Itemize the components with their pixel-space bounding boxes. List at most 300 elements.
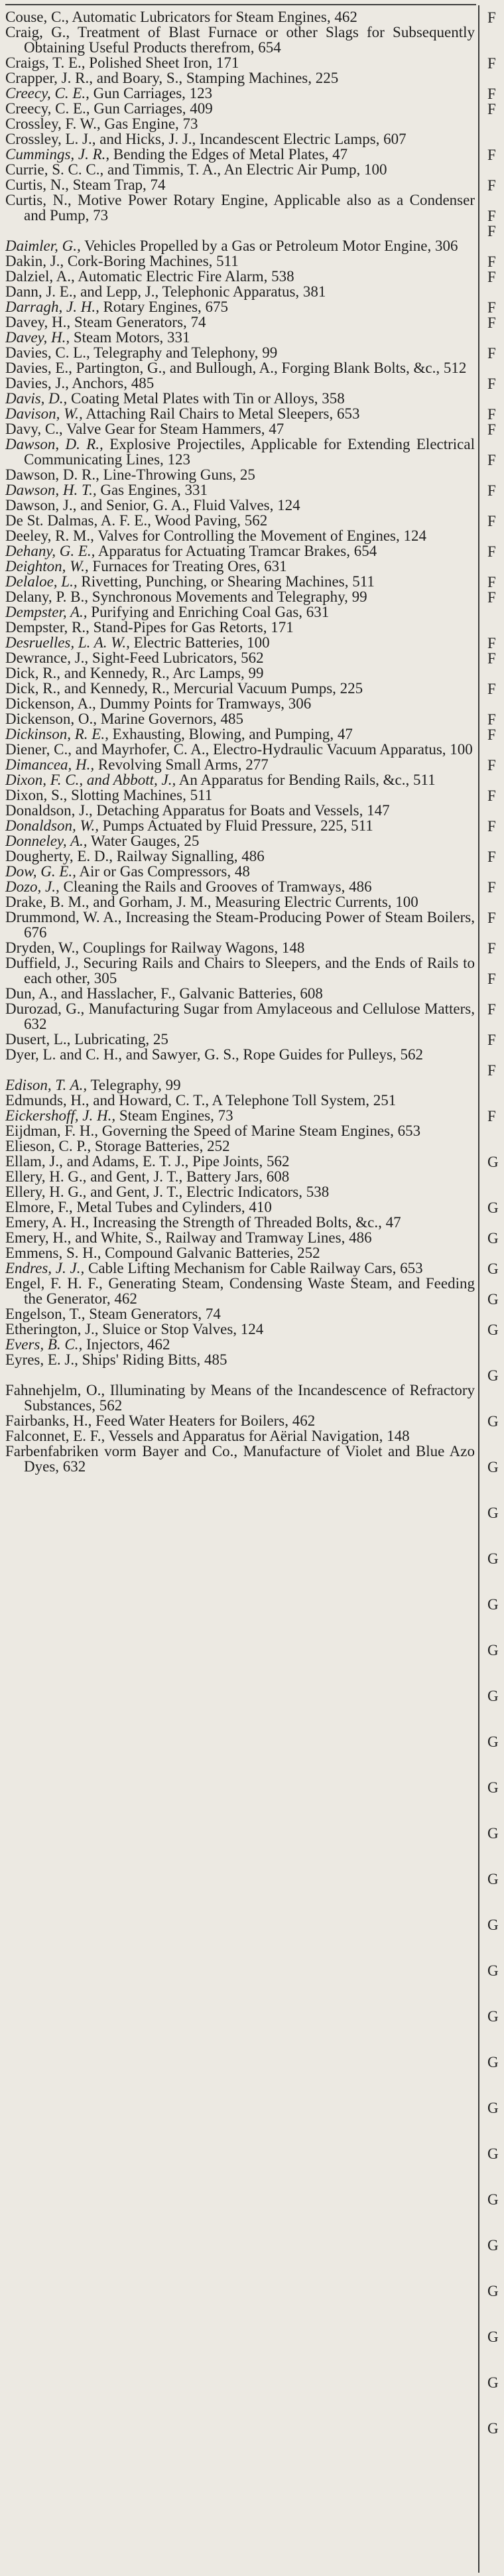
index-entry <box>5 787 475 803</box>
entry-name: Dewrance, J., <box>5 649 89 666</box>
entry-description: Gun Carriages, 123 <box>89 85 213 102</box>
entry-description: and White, S., Railway and Tramway Lines, 486 <box>71 1229 372 1246</box>
entry-description: and Howard, C. T., A Telephone Toll System, 251 <box>89 1092 397 1109</box>
index-entry <box>5 955 475 986</box>
index-entry <box>5 1444 475 1474</box>
adjacent-column-letter: G <box>487 2191 499 2208</box>
adjacent-column-letter: F <box>487 589 496 606</box>
entry-description: Telegraphy and Telephony, 99 <box>90 344 278 361</box>
adjacent-column-letter: F <box>487 787 496 804</box>
entry-name: Dempster, R., <box>5 619 90 636</box>
entry-name: Donaldson, J., <box>5 802 93 819</box>
index-entry <box>5 818 475 833</box>
adjacent-column-letter: F <box>487 86 496 102</box>
entry-description: and Lepp, J., Telephonic Apparatus, 381 <box>76 283 326 300</box>
entry-name: Dryden, W., <box>5 939 80 956</box>
index-entry <box>5 1199 475 1215</box>
index-entry <box>5 1413 475 1428</box>
index-entry <box>5 1322 475 1337</box>
entry-name: Delaloe, L., <box>5 573 78 590</box>
entry-description: and Gent, J. T., Electric Indicators, 538 <box>86 1184 330 1200</box>
adjacent-column-letter: F <box>487 910 496 926</box>
entry-name: Drake, B. M., <box>5 894 90 910</box>
index-entry <box>5 345 475 360</box>
adjacent-column-letter: F <box>487 726 496 743</box>
entry-description: Attaching Rail Chairs to Metal Sleepers, 653 <box>82 405 360 422</box>
entry-description: Valves for Controlling the Movement of Engines, 124 <box>94 527 426 544</box>
index-entry <box>5 284 475 299</box>
adjacent-column-letter: F <box>487 971 496 987</box>
entry-name: Dawson, H. T., <box>5 482 97 498</box>
entry-name: Dickinson, R. E., <box>5 726 109 742</box>
entry-description: Increasing the Steam-Producing Power of Steam Boilers, 676 <box>24 909 475 941</box>
index-entry <box>5 162 475 177</box>
entry-name: Endres, J. J., <box>5 1260 85 1276</box>
adjacent-column-letter: G <box>487 1550 499 1567</box>
entry-name: Curtis, N., <box>5 176 69 193</box>
entry-description: and Senior, G. A., Fluid Valves, 124 <box>76 497 300 513</box>
adjacent-column-letter: F <box>487 9 496 26</box>
entry-description: Steam Motors, 331 <box>70 329 190 346</box>
entry-name: Farbenfabriken vorm Bayer and Co., <box>5 1443 238 1459</box>
entry-name: Dawson, D. R., <box>5 436 103 452</box>
entry-name: Dawson, D. R., <box>5 466 99 483</box>
adjacent-column-letter: G <box>487 1871 499 1887</box>
adjacent-column-letter: F <box>487 818 496 835</box>
adjacent-column-letter: G <box>487 1413 499 1430</box>
entry-description: An Apparatus for Bending Rails, &c., 511 <box>176 772 436 788</box>
entry-name: De St. Dalmas, A. F. E., <box>5 512 151 529</box>
entry-description: Stand-Pipes for Gas Retorts, 171 <box>89 619 294 636</box>
entry-name: Dawson, J., <box>5 497 77 513</box>
adjacent-column-letter: G <box>487 2374 499 2391</box>
entry-name: Delany, P. B., <box>5 588 89 605</box>
entry-name: Davies, E., <box>5 360 72 376</box>
index-entry <box>5 9 475 25</box>
adjacent-column-letter: F <box>487 299 496 316</box>
entry-description: Steam Generators, 74 <box>85 1306 221 1322</box>
adjacent-column-letter: G <box>487 1825 499 1842</box>
entry-name: Falconnet, E. F., <box>5 1428 105 1444</box>
index-entry <box>5 894 475 910</box>
adjacent-column-letter: F <box>487 147 496 163</box>
entry-name: Dun, A., <box>5 985 57 1002</box>
adjacent-column-letter: F <box>487 513 496 529</box>
entry-name: Crossley, F. W., <box>5 115 101 132</box>
entry-description: Rivetting, Punching, or Shearing Machines, 511 <box>77 573 375 590</box>
entry-name: Currie, S. C. C., <box>5 161 104 178</box>
adjacent-column-letter: F <box>487 848 496 865</box>
entry-description: Purifying and Enriching Coal Gas, 631 <box>87 604 330 620</box>
entry-name: Cummings, J. R., <box>5 146 110 163</box>
entry-name: Ellery, H. G., <box>5 1168 87 1185</box>
index-entry <box>5 55 475 70</box>
entry-name: Dyer, L. <box>5 1046 56 1063</box>
adjacent-column-letter: G <box>487 1322 499 1338</box>
index-entry <box>5 1184 475 1199</box>
index-entry <box>5 879 475 894</box>
index-entry <box>5 528 475 543</box>
entry-description: Rotary Engines, 675 <box>99 299 229 315</box>
entry-description: Apparatus for Actuating Tramcar Brakes, 654 <box>95 543 377 559</box>
entry-name: Ellam, J., <box>5 1153 63 1170</box>
entry-name: Dozo, J., <box>5 878 60 895</box>
entry-description: Furnaces for Treating Ores, 631 <box>88 558 287 575</box>
entry-description: Steam Engines, 73 <box>115 1107 233 1124</box>
entry-description: Storage Batteries, 252 <box>91 1138 230 1154</box>
entry-description: Revolving Small Arms, 277 <box>94 756 269 773</box>
entry-name: Dickenson, A., <box>5 695 96 712</box>
index-entry <box>5 238 475 253</box>
entry-name: Craigs, T. E., <box>5 54 86 71</box>
index-entry <box>5 696 475 711</box>
entry-name: Dickenson, O., <box>5 711 97 727</box>
index-entry <box>5 910 475 940</box>
adjacent-column-letter: G <box>487 1367 499 1384</box>
entry-description: Automatic Electric Fire Alarm, 538 <box>74 268 294 285</box>
column-divider <box>478 5 479 2573</box>
adjacent-column-letter: F <box>487 1108 496 1124</box>
index-entry <box>5 498 475 513</box>
entry-name: Davison, W., <box>5 405 83 422</box>
entry-name: Donneley, A., <box>5 833 88 849</box>
entry-description: Manufacture of Violet and Blue Azo Dyes, 632 <box>24 1443 475 1475</box>
entry-name: Emery, H., <box>5 1229 72 1246</box>
adjacent-column-letter: F <box>487 650 496 667</box>
index-entry <box>5 757 475 772</box>
index-entry <box>5 299 475 314</box>
entry-description: and Adams, E. T. J., Pipe Joints, 562 <box>62 1153 290 1170</box>
adjacent-column-letter: G <box>487 1505 499 1521</box>
entry-description: Line-Throwing Guns, 25 <box>99 466 255 483</box>
index-entry <box>5 116 475 131</box>
entry-description: Vehicles Propelled by a Gas or Petroleum Motor Engine, 306 <box>80 237 458 254</box>
entry-description: Polished Sheet Iron, 171 <box>85 54 239 71</box>
entry-name: Curtis, N., <box>5 192 72 208</box>
adjacent-column-letter: F <box>487 635 496 651</box>
adjacent-column-letter: F <box>487 101 496 117</box>
entry-description: Sluice or Stop Valves, 124 <box>98 1321 264 1337</box>
top-rule <box>5 4 476 5</box>
entry-description: Metal Tubes and Cylinders, 410 <box>72 1199 272 1215</box>
entry-description: Manufacturing Sugar from Amylaceous and Cellulose Matters, 632 <box>24 1000 475 1032</box>
adjacent-column-letter: G <box>487 1917 499 1933</box>
adjacent-column-letter: F <box>487 177 496 194</box>
entry-name: Deeley, R. M., <box>5 527 94 544</box>
entry-description: Railway Signalling, 486 <box>113 848 265 864</box>
index-entry <box>5 314 475 330</box>
entry-description: Injectors, 462 <box>82 1336 170 1353</box>
index-entry <box>5 1260 475 1276</box>
entry-description: Partington, G., and Bullough, A., Forging Blank Bolts, &c., 512 <box>72 360 467 376</box>
adjacent-column-letter: G <box>487 1199 499 1216</box>
entry-name: Dalziel, A., <box>5 268 75 285</box>
index-entry <box>5 1108 475 1123</box>
entry-description: Treatment of Blast Furnace or other Slags for Subsequently Obtaining Useful Products therefrom, 654 <box>24 24 475 56</box>
entry-name: Desruelles, L. A. W., <box>5 634 130 651</box>
adjacent-column-letter: G <box>487 1154 499 1170</box>
adjacent-column-letter: G <box>487 1596 499 1613</box>
index-entry <box>5 1077 475 1093</box>
adjacent-column-letter: G <box>487 2420 499 2437</box>
entry-description: Feed Water Heaters for Boilers, 462 <box>92 1412 316 1429</box>
adjacent-column-letter: F <box>487 269 496 285</box>
entry-description: Marine Governors, 485 <box>96 711 243 727</box>
adjacent-column-letter: G <box>487 1260 499 1277</box>
index-entry <box>5 1245 475 1260</box>
adjacent-column-letter: F <box>487 375 496 392</box>
index-entry <box>5 1306 475 1322</box>
adjacent-column-letter: F <box>487 482 496 499</box>
entry-name: Creecy, C. E., <box>5 85 90 102</box>
entry-description: and Gent, J. T., Battery Jars, 608 <box>86 1168 290 1185</box>
adjacent-column-letter: G <box>487 2283 499 2299</box>
entry-name: Eyres, E. J., <box>5 1351 78 1368</box>
adjacent-column-letter: F <box>487 345 496 362</box>
entry-name: Dusert, L., <box>5 1031 71 1048</box>
index-entry <box>5 940 475 955</box>
adjacent-column-letter: F <box>487 879 496 896</box>
entry-description: Anchors, 485 <box>68 375 155 391</box>
index-entry <box>5 635 475 650</box>
adjacent-column-letter: F <box>487 1032 496 1048</box>
entry-name: Deighton, W., <box>5 558 89 575</box>
adjacent-column-letter: G <box>487 1779 499 1796</box>
index-entry <box>5 513 475 528</box>
entry-name: Donaldson, W., <box>5 817 99 834</box>
index-entry <box>5 360 475 375</box>
adjacent-column-letter: G <box>487 1642 499 1659</box>
index-entry <box>5 681 475 696</box>
index-entry <box>5 574 475 589</box>
adjacent-column-letter: G <box>487 2054 499 2070</box>
index-entry <box>5 253 475 269</box>
entry-description: and Mayrhofer, C. A., Electro-Hydraulic Vacuum Apparatus, 100 <box>72 741 473 758</box>
entry-description: Bending the Edges of Metal Plates, 47 <box>109 146 348 163</box>
index-entry <box>5 1230 475 1245</box>
index-entry <box>5 86 475 101</box>
entry-description: Exhausting, Blowing, and Pumping, 47 <box>108 726 353 742</box>
index-entry <box>5 147 475 162</box>
entry-name: Evers, B. C., <box>5 1336 83 1353</box>
entry-name: Daimler, G., <box>5 237 81 254</box>
entry-name: Dixon, S., <box>5 787 68 803</box>
index-entry <box>5 70 475 86</box>
entry-name: Dougherty, E. D., <box>5 848 113 864</box>
index-entry <box>5 1169 475 1184</box>
adjacent-column-letter: G <box>487 2237 499 2254</box>
index-entry <box>5 482 475 498</box>
entry-description: Gun Carriages, 409 <box>90 100 213 117</box>
entry-name: Davies, J., <box>5 375 69 391</box>
entry-name: Dann, J. E., <box>5 283 77 300</box>
index-entry <box>5 1276 475 1306</box>
index-entry <box>5 1047 475 1062</box>
entry-description: Detaching Apparatus for Boats and Vessels, 147 <box>92 802 390 819</box>
adjacent-column-letter: F <box>487 681 496 697</box>
entry-name: Crapper, J. R., <box>5 70 93 86</box>
entry-name: Fahnehjelm, O., <box>5 1382 105 1398</box>
index-entry <box>5 467 475 482</box>
entry-description: Cable Lifting Mechanism for Cable Railway Cars, 653 <box>84 1260 423 1276</box>
entry-name: Creecy, C. E., <box>5 100 90 117</box>
entry-name: Dick, R., <box>5 680 61 697</box>
index-entry <box>5 391 475 406</box>
entry-name: Duffield, J., <box>5 955 79 971</box>
index-entry <box>5 803 475 818</box>
entry-description: Gas Engine, 73 <box>100 115 198 132</box>
entry-description: Wood Paving, 562 <box>151 512 268 529</box>
index-entry <box>5 330 475 345</box>
entry-name: Davis, D., <box>5 390 68 407</box>
adjacent-column-letter: F <box>487 1062 496 1079</box>
entry-name: Engel, F. H. F., <box>5 1275 103 1292</box>
index-entry <box>5 406 475 421</box>
adjacent-column-letter: F <box>487 55 496 72</box>
index-entry <box>5 1032 475 1047</box>
entry-description: Synchronous Movements and Telegraphy, 99 <box>88 588 367 605</box>
index-entry <box>5 543 475 559</box>
index-entry <box>5 1001 475 1032</box>
entry-description: Gas Engines, 331 <box>96 482 208 498</box>
entry-description: Steam Trap, 74 <box>68 176 166 193</box>
entry-description: and Gorham, J. M., Measuring Electric Currents, 100 <box>89 894 418 910</box>
entry-name: Fairbanks, H., <box>5 1412 92 1429</box>
entry-description: Vessels and Apparatus for Aërial Navigation, 148 <box>105 1428 410 1444</box>
entry-description: and Hasslacher, F., Galvanic Batteries, 608 <box>56 985 323 1002</box>
entry-description: Valve Gear for Steam Hammers, 47 <box>62 421 284 437</box>
adjacent-column-letter: F <box>487 574 496 590</box>
entry-name: Edmunds, H., <box>5 1092 90 1109</box>
index-entry <box>5 1123 475 1138</box>
index-entry <box>5 864 475 879</box>
entry-description: Automatic Lubricators for Steam Engines, 462 <box>68 9 357 25</box>
entry-name: Engelson, T., <box>5 1306 86 1322</box>
entry-name: Diener, C., <box>5 741 72 758</box>
entry-description: and Kennedy, R., Arc Lamps, 99 <box>60 665 264 681</box>
entry-description: and Kennedy, R., Mercurial Vacuum Pumps, 225 <box>60 680 363 697</box>
index-entry <box>5 101 475 116</box>
index-entry <box>5 589 475 604</box>
adjacent-column-letter: F <box>487 1001 496 1018</box>
index-entry <box>5 1093 475 1108</box>
index-entry <box>5 1428 475 1444</box>
entry-description: Ships' Riding Bitts, 485 <box>78 1351 227 1368</box>
entry-name: Couse, C., <box>5 9 69 25</box>
entry-description: Water Gauges, 25 <box>87 833 200 849</box>
index-entry <box>5 833 475 848</box>
index-entry <box>5 742 475 757</box>
entry-description: Explosive Projectiles, Applicable for Extending Electrical Communicating Lines, 123 <box>24 436 475 468</box>
index-entry <box>5 1383 475 1413</box>
index-entry <box>5 848 475 864</box>
entry-description: Pumps Actuated by Fluid Pressure, 225, 511 <box>99 817 373 834</box>
adjacent-column-letter: F <box>487 253 496 270</box>
adjacent-column-letter: F <box>487 757 496 774</box>
index-entry <box>5 177 475 192</box>
entry-description: Securing Rails and Chairs to Sleepers, and the Ends of Rails to each other, 305 <box>24 955 475 986</box>
index-entry <box>5 131 475 147</box>
index-entry <box>5 1337 475 1352</box>
adjacent-column-letter: F <box>487 452 496 468</box>
index-entry <box>5 25 475 55</box>
adjacent-column-edge <box>485 0 504 2576</box>
index-entry <box>5 192 475 223</box>
entry-description: Increasing the Strength of Threaded Bolts, &c., 47 <box>89 1214 401 1231</box>
entry-name: Crossley, L. J., <box>5 131 96 147</box>
index-entry <box>5 711 475 726</box>
entry-description: Motive Power Rotary Engine, Applicable also as a Condenser and Pump, 73 <box>24 192 475 224</box>
index-entry <box>5 1138 475 1154</box>
entry-description: Generating Steam, Condensing Waste Steam, and Feeding the Generator, 462 <box>24 1275 475 1307</box>
entry-description: Compound Galvanic Batteries, 252 <box>101 1245 320 1261</box>
entry-name: Elieson, C. P., <box>5 1138 92 1154</box>
entry-name: Durozad, G., <box>5 1000 85 1017</box>
entry-description: Governing the Speed of Marine Steam Engines, 653 <box>98 1122 421 1139</box>
index-entry <box>5 375 475 391</box>
index-entry <box>5 986 475 1001</box>
entry-name: Craig, G., <box>5 24 70 40</box>
entry-description: Dummy Points for Tramways, 306 <box>95 695 312 712</box>
entry-name: Dimancea, H., <box>5 756 95 773</box>
index-entry <box>5 421 475 437</box>
entry-name: Darragh, J. H., <box>5 299 99 315</box>
entry-description: Coating Metal Plates with Tin or Alloys, 358 <box>67 390 345 407</box>
entry-name: Drummond, W. A., <box>5 909 122 925</box>
entry-name: Dempster, A., <box>5 604 88 620</box>
entry-description: Steam Generators, 74 <box>70 314 206 330</box>
entry-name: Davey, H., <box>5 329 70 346</box>
index-entry <box>5 1154 475 1169</box>
index-entry <box>5 665 475 681</box>
adjacent-column-letter: G <box>487 1688 499 1704</box>
entry-description: and Timmis, T. A., An Electric Air Pump, 100 <box>103 161 387 178</box>
entry-description: Couplings for Railway Wagons, 148 <box>79 939 305 956</box>
entry-name: Davey, H., <box>5 314 71 330</box>
entry-description: Cleaning the Rails and Grooves of Tramways, 486 <box>59 878 372 895</box>
adjacent-column-letter: F <box>487 406 496 423</box>
entry-name: Davy, C., <box>5 421 63 437</box>
entry-name: Etherington, J., <box>5 1321 99 1337</box>
index-entry <box>5 620 475 635</box>
index-entry <box>5 559 475 574</box>
adjacent-column-letter: G <box>487 1962 499 1979</box>
entry-description: and Hicks, J. J., Incandescent Electric Lamps, 607 <box>95 131 407 147</box>
entry-description: Cork-Boring Machines, 511 <box>64 253 239 269</box>
index-entry <box>5 437 475 467</box>
adjacent-column-letter: F <box>487 223 496 239</box>
entry-description: Slotting Machines, 511 <box>67 787 213 803</box>
entry-description: Illuminating by Means of the Incandescence of Refractory Substances, 562 <box>24 1382 475 1414</box>
adjacent-column-letter: G <box>487 1230 499 1247</box>
adjacent-column-letter: G <box>487 1291 499 1308</box>
index-entry <box>5 604 475 620</box>
entry-description: Electric Batteries, 100 <box>129 634 270 651</box>
entry-description: Sight-Feed Lubricators, 562 <box>88 649 264 666</box>
adjacent-column-letter: G <box>487 2100 499 2116</box>
adjacent-column-letter: F <box>487 711 496 728</box>
adjacent-column-letter: G <box>487 2145 499 2162</box>
entry-name: Dehany, G. E., <box>5 543 95 559</box>
entry-name: Elmore, F., <box>5 1199 73 1215</box>
entry-description: and C. H., and Sawyer, G. S., Rope Guides for Pulleys, 562 <box>56 1046 423 1063</box>
entry-name: Dakin, J., <box>5 253 64 269</box>
entry-name: Dow, G. E., <box>5 863 76 880</box>
index-entry <box>5 1352 475 1367</box>
entry-name: Dixon, F. C., and Abbott, J., <box>5 772 176 788</box>
adjacent-column-letter: G <box>487 1459 499 1475</box>
adjacent-column-letter: G <box>487 2008 499 2025</box>
